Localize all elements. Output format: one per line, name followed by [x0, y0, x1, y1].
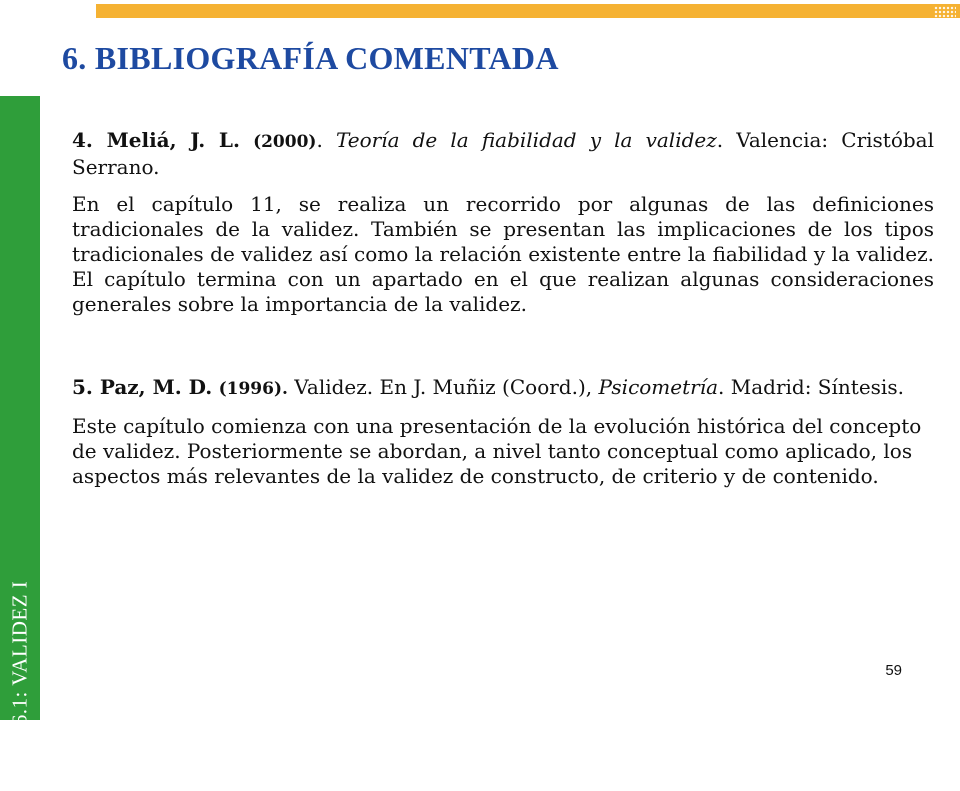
- reference-separator: .: [316, 128, 336, 152]
- reference-comment-5: Este capítulo comienza con una presentación de la evolución histórica del concepto de validez. Posteriormente se abordan, a nivel tanto conceptual como aplicado, los aspectos más relevantes de la validez de constructo, de criterio y de contenido.: [72, 414, 922, 488]
- side-accent-bar: [0, 96, 40, 791]
- reference-year: (2000): [253, 132, 317, 152]
- page-number: 59: [885, 662, 902, 679]
- reference-chapter: Validez. En J. Muñiz (Coord.),: [287, 375, 599, 399]
- reference-author: 4. Meliá, J. L.: [72, 128, 240, 152]
- reference-entry-5: [72, 375, 934, 402]
- reference-comment-4: En el capítulo 11, se realiza un recorrido por algunas de las definiciones tradicionales de la validez. También se presentan las implicaciones de los tipos tradicionales de validez así como la relación existente entre la fiabilidad y la validez. El capítulo termina con un apartado en el que realizan algunas consideraciones generales sobre la importancia de la validez.: [72, 192, 934, 316]
- reference-year: (1996).: [218, 379, 288, 399]
- reference-entry-4: [72, 128, 934, 180]
- reference-title: Teoría de la fiabilidad y la validez: [335, 128, 717, 152]
- topic-label: TEMA 6.1: VALIDEZ I: [7, 580, 32, 791]
- dot-pattern-decoration: [934, 6, 956, 24]
- reference-publisher: . Madrid: Síntesis.: [718, 375, 904, 399]
- bibliography-content: [72, 128, 934, 489]
- reference-title: Psicometría: [598, 375, 719, 399]
- reference-author: 5. Paz, M. D.: [72, 375, 213, 399]
- top-accent-bar: [96, 4, 960, 18]
- page-title: 6. BIBLIOGRAFÍA COMENTADA: [62, 40, 559, 76]
- reference-publisher: . Valencia: Cristóbal Serrano.: [72, 128, 935, 179]
